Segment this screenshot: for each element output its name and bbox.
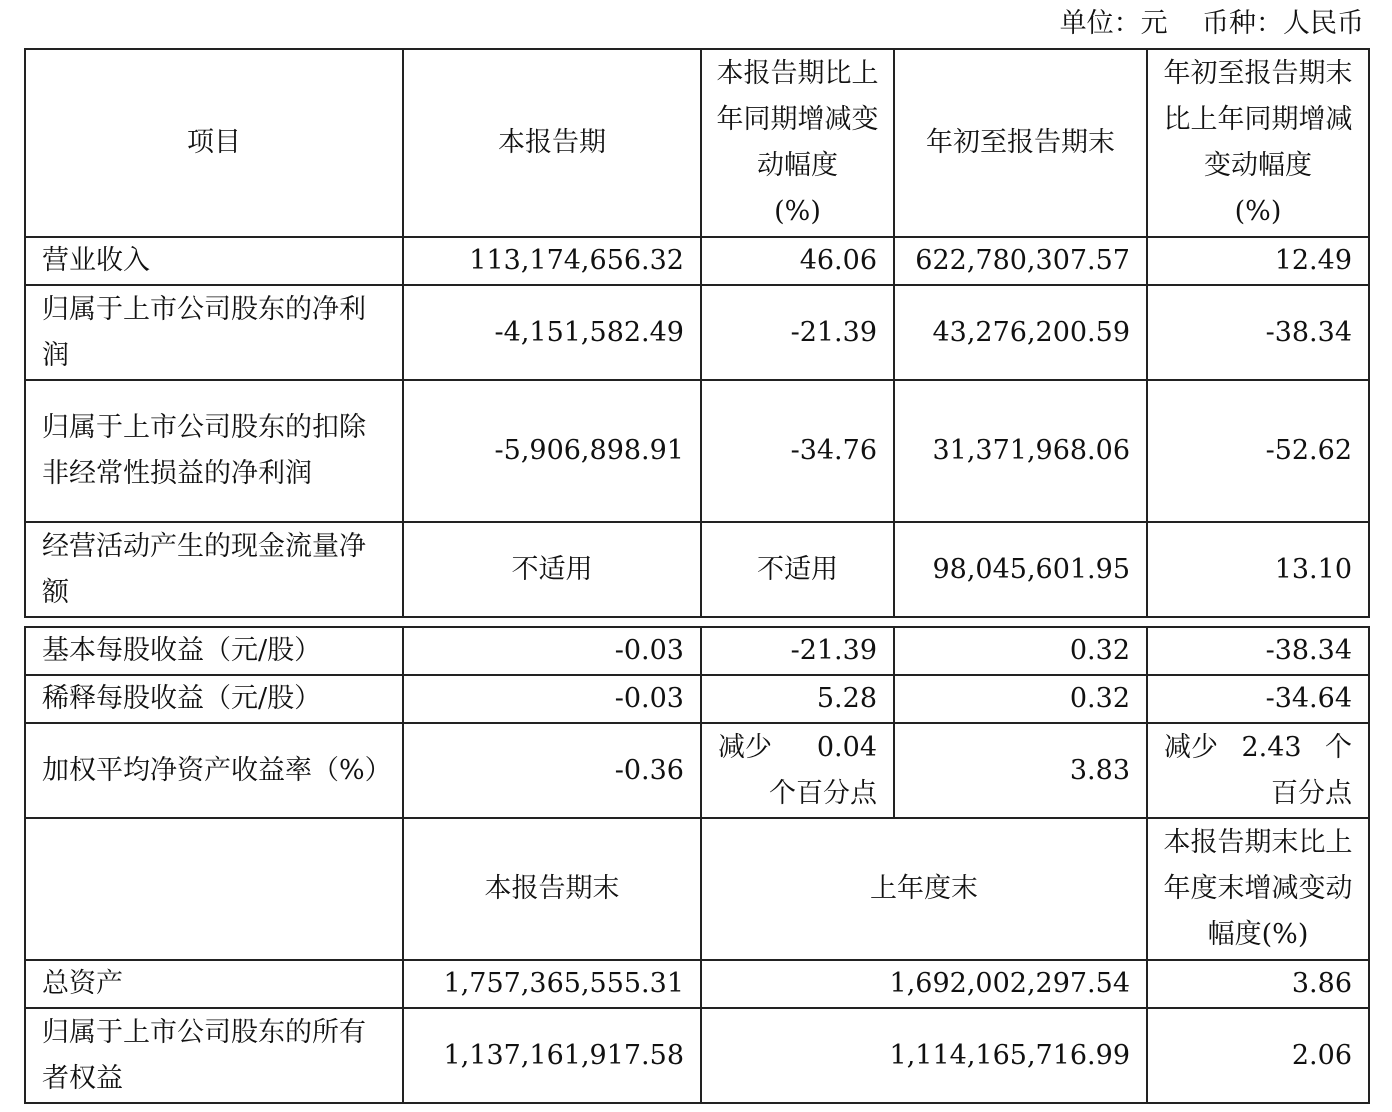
- row-ytd-change: -34.64: [1147, 675, 1369, 723]
- change-line: [718, 725, 877, 771]
- header-item: 项目: [25, 49, 403, 237]
- row-ytd-change: -38.34: [1147, 627, 1369, 675]
- unit-currency-note: 单位：元 币种：人民币: [1059, 8, 1364, 39]
- table-row: [25, 380, 1369, 522]
- row-ytd-change: -38.34: [1147, 285, 1369, 380]
- change-direction: 减少: [718, 731, 772, 763]
- table-row: [25, 627, 1369, 675]
- row-item: 经营活动产生的现金流量净额: [25, 522, 403, 617]
- row-period-end: 1,757,365,555.31: [403, 960, 701, 1008]
- row-current: 不适用: [403, 522, 701, 617]
- row-prior-year-end: 1,692,002,297.54: [701, 960, 1147, 1008]
- header-current-period: 本报告期: [403, 49, 701, 237]
- row-prior-year-end: 1,114,165,716.99: [701, 1008, 1147, 1103]
- header-ytd: 年初至报告期末: [894, 49, 1147, 237]
- table-row: [25, 522, 1369, 617]
- row-current: -0.03: [403, 627, 701, 675]
- row-current: -0.03: [403, 675, 701, 723]
- row-ytd: 0.32: [894, 627, 1147, 675]
- change-unit: 个百分点: [769, 777, 877, 809]
- change-line: [1164, 725, 1352, 771]
- financial-summary-table-secondary: [24, 626, 1370, 1104]
- change-value: 0.04: [816, 731, 877, 763]
- subheader-period-end: 本报告期末: [403, 818, 701, 960]
- header-current-change-text: 本报告期比上年同期增减变动幅度: [716, 58, 879, 181]
- row-item: 稀释每股收益（元/股）: [25, 675, 403, 723]
- header-ytd-change-text: 年初至报告期末比上年同期增减变动幅度: [1163, 58, 1353, 181]
- row-item: 归属于上市公司股东的扣除非经常性损益的净利润: [25, 380, 403, 522]
- header-current-change-unit: (%): [774, 196, 821, 227]
- row-current-change: 46.06: [701, 237, 894, 285]
- row-current-change: 不适用: [701, 522, 894, 617]
- change-direction: 减少: [1164, 731, 1218, 763]
- row-change: 3.86: [1147, 960, 1369, 1008]
- row-ytd: 3.83: [894, 723, 1147, 818]
- row-current-change: 5.28: [701, 675, 894, 723]
- row-item: 归属于上市公司股东的所有者权益: [25, 1008, 403, 1103]
- row-ytd: 622,780,307.57: [894, 237, 1147, 285]
- change-value: 2.43: [1241, 731, 1302, 763]
- row-current: -5,906,898.91: [403, 380, 701, 522]
- subheader-prior-year-end: 上年度末: [701, 818, 1147, 960]
- row-ytd-change: [1147, 723, 1369, 818]
- row-item: 归属于上市公司股东的净利润: [25, 285, 403, 380]
- row-current: -0.36: [403, 723, 701, 818]
- subheader-item: [25, 818, 403, 960]
- financial-summary-table-main: [24, 48, 1370, 618]
- change-unit-part: 个: [1325, 731, 1352, 763]
- table-row: [25, 960, 1369, 1008]
- table-row: [25, 285, 1369, 380]
- row-ytd-change: 13.10: [1147, 522, 1369, 617]
- balance-header-row: [25, 818, 1369, 960]
- table-row: [25, 1008, 1369, 1103]
- row-current-change: -34.76: [701, 380, 894, 522]
- row-period-end: 1,137,161,917.58: [403, 1008, 701, 1103]
- row-change: 2.06: [1147, 1008, 1369, 1103]
- row-current: 113,174,656.32: [403, 237, 701, 285]
- table-header-row: [25, 49, 1369, 237]
- row-current-change: [701, 723, 894, 818]
- table-row: [25, 675, 1369, 723]
- row-item: 营业收入: [25, 237, 403, 285]
- subheader-change: 本报告期末比上年度末增减变动幅度(%): [1147, 818, 1369, 960]
- change-unit: 百分点: [1271, 777, 1352, 809]
- row-item: 基本每股收益（元/股）: [25, 627, 403, 675]
- table-row: [25, 237, 1369, 285]
- table-row: [25, 723, 1369, 818]
- row-item: 总资产: [25, 960, 403, 1008]
- row-current-change: -21.39: [701, 627, 894, 675]
- header-ytd-change-unit: (%): [1234, 196, 1282, 227]
- row-current: -4,151,582.49: [403, 285, 701, 380]
- row-ytd: 43,276,200.59: [894, 285, 1147, 380]
- row-ytd: 98,045,601.95: [894, 522, 1147, 617]
- row-ytd-change: -52.62: [1147, 380, 1369, 522]
- row-item: 加权平均净资产收益率（%）: [25, 723, 403, 818]
- header-ytd-change: [1147, 49, 1369, 237]
- row-ytd-change: 12.49: [1147, 237, 1369, 285]
- row-current-change: -21.39: [701, 285, 894, 380]
- row-ytd: 31,371,968.06: [894, 380, 1147, 522]
- header-current-change: [701, 49, 894, 237]
- row-ytd: 0.32: [894, 675, 1147, 723]
